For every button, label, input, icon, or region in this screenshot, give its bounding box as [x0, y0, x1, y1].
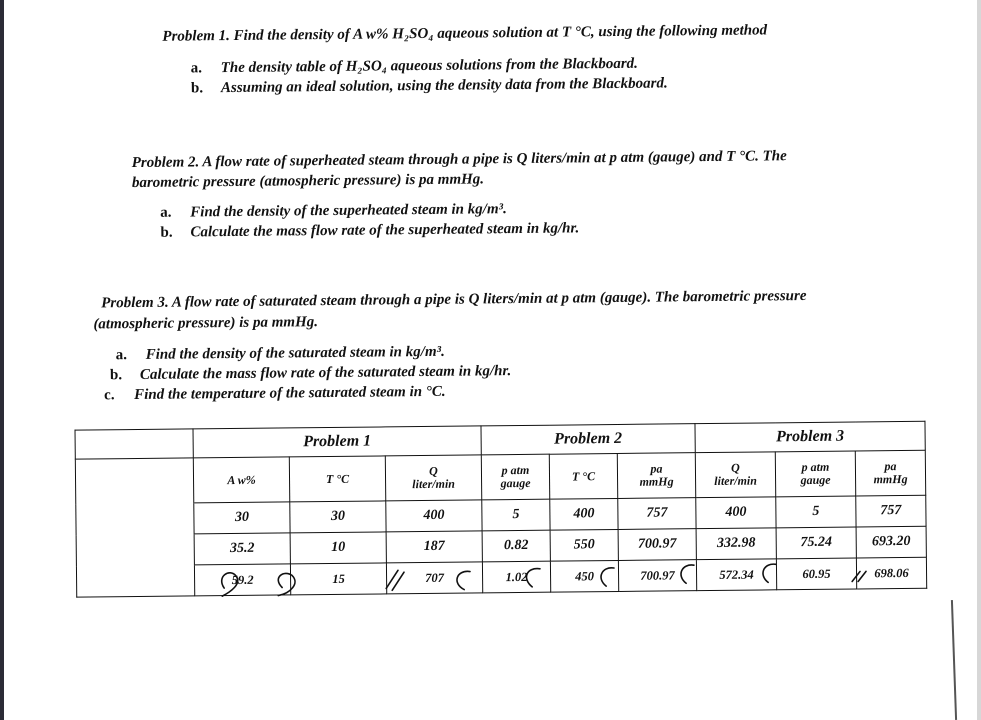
column-header-unit: mmHg [873, 471, 908, 487]
problem3-item-b-text: Calculate the mass flow rate of the saturated steam in kg/hr. [139, 363, 512, 383]
column-header [855, 450, 925, 496]
column-header [289, 456, 385, 502]
column-header-name: p atm [501, 462, 530, 478]
right-page-edge [977, 0, 981, 720]
document-page [40, 0, 967, 720]
table-cell: 550 [550, 529, 618, 561]
table-cell: 400 [696, 497, 776, 529]
problem1-item-b [191, 75, 668, 97]
table-label-column-blank [76, 565, 194, 597]
column-header [695, 452, 775, 498]
table-cell: 700.97 [618, 529, 696, 561]
problem1-title: Problem 1. Find the density of A w% H₂SO₄ aqueous solution at T °C, using the following method [162, 22, 768, 45]
problem2-item-b [160, 220, 579, 241]
problem3-item-a-text: Find the density of the saturated steam in kg/m³. [145, 343, 445, 363]
table-cell: 5 [482, 499, 550, 531]
table-cell: 757 [618, 498, 696, 530]
column-header-name: T °C [571, 468, 596, 483]
table-cell: 757 [856, 495, 926, 527]
column-header-name: p atm [801, 459, 830, 475]
table-cell: 693.20 [856, 526, 926, 558]
problem3-item-b-label: b. [109, 367, 123, 384]
group-header-problem2: Problem 2 [481, 424, 695, 455]
table-cell: 400 [550, 498, 618, 530]
problem2-item-a-text: Find the density of the superheated steam in kg/m³. [190, 201, 507, 221]
table-cell: 75.24 [776, 527, 856, 559]
column-header-name: pa [650, 461, 663, 476]
table-cell: 332.98 [696, 528, 776, 560]
problem3-item-a-label: a. [115, 347, 128, 364]
table-cell: 35.2 [194, 533, 290, 565]
problem3-item-c-label: c. [104, 387, 115, 404]
problem3-line1: Problem 3. A flow rate of saturated steam through a pipe is Q liters/min at p atm (gauge). The barometric pressure [101, 287, 807, 312]
table-cell: 10 [290, 532, 386, 564]
group-header-problem1: Problem 1 [193, 426, 481, 458]
group-header-problem3: Problem 3 [695, 421, 925, 452]
table-cell: 698.06 [856, 557, 926, 589]
problem1-item-a-label: a. [190, 60, 203, 77]
column-header [481, 454, 549, 500]
table-cell: 0.82 [482, 530, 550, 562]
problem2-line2: barometric pressure (atmospheric pressure) is pa mmHg. [131, 171, 485, 192]
table-cell: 59.2 [194, 564, 290, 596]
table-label-column-blank [75, 458, 193, 504]
problem3-item-c [104, 384, 446, 405]
problem1-item-a-text: The density table of H₂SO₄ aqueous solutions from the Blackboard. [220, 55, 638, 77]
column-header-unit: liter/min [412, 476, 456, 492]
problem1-item-b-text: Assuming an ideal solution, using the density data from the Blackboard. [220, 75, 668, 97]
problem2-item-b-label: b. [160, 224, 173, 241]
column-header-unit: mmHg [639, 474, 674, 489]
table-corner-cell [75, 429, 193, 459]
table-label-column-blank [76, 534, 194, 566]
table-cell: 30 [290, 501, 386, 533]
problem3-item-b [110, 363, 511, 384]
table-cell: 5 [776, 496, 856, 528]
problem2-item-b-text: Calculate the mass flow rate of the superheated steam in kg/hr. [190, 220, 580, 241]
table-cell: 1.02 [482, 561, 550, 593]
column-header [617, 453, 695, 499]
table-cell: 450 [550, 560, 618, 592]
column-header-name: A w% [227, 472, 256, 487]
problem3-line2: (atmospheric pressure) is pa mmHg. [93, 314, 319, 333]
table-cell: 187 [386, 531, 482, 563]
left-page-edge [0, 0, 4, 720]
problem1-item-a [191, 56, 638, 78]
table-cell: 30 [194, 502, 290, 534]
problem1-item-b-label: b. [190, 80, 204, 97]
table-cell: 400 [386, 500, 482, 532]
problem3-item-a [116, 344, 445, 364]
column-header [193, 457, 289, 503]
column-header [549, 453, 617, 499]
column-header-name: T °C [325, 471, 350, 486]
column-header-unit: liter/min [714, 473, 757, 488]
table-cell: 15 [290, 563, 386, 595]
column-header-name: Q [429, 463, 438, 478]
data-table [75, 421, 928, 598]
problem3-item-c-text: Find the temperature of the saturated steam in °C. [134, 383, 446, 404]
problem2-line1: Problem 2. A flow rate of superheated steam through a pipe is Q liters/min at p atm (gauge) and T °C. The [131, 148, 787, 172]
column-header-name: pa [884, 459, 897, 474]
column-header [775, 451, 855, 497]
column-header-unit: gauge [800, 472, 831, 488]
table-label-column-blank [76, 503, 194, 535]
table-cell: 572.34 [696, 559, 776, 591]
column-header-name: Q [731, 460, 740, 475]
problem2-item-a [160, 201, 507, 222]
table-cell: 700.97 [618, 560, 696, 592]
table-cell: 707 [386, 562, 482, 594]
problem2-item-a-label: a. [160, 204, 172, 221]
column-header [385, 455, 481, 501]
column-header-unit: gauge [500, 475, 531, 491]
table-cell: 60.95 [776, 558, 856, 590]
